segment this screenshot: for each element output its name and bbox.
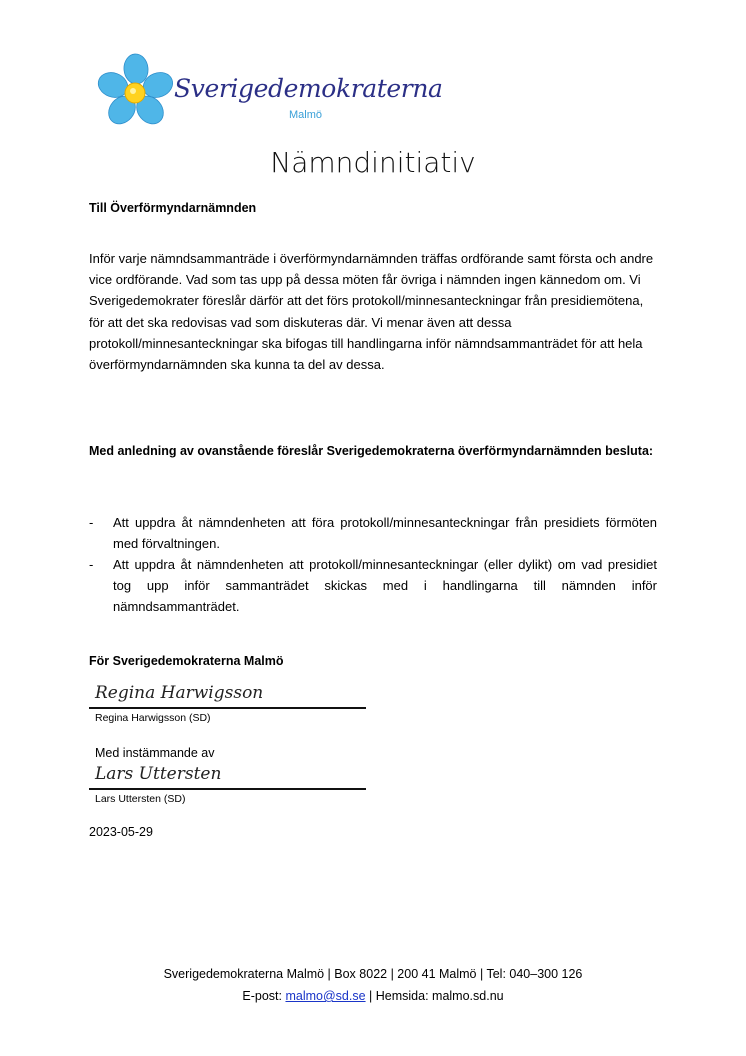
party-logo [96, 52, 443, 128]
page-title: Nämndinitiativ [270, 146, 476, 179]
footer-address: Sverigedemokraterna Malmö | Box 8022 | 200 41 Malmö | Tel: 040–300 126 [163, 967, 583, 981]
proposal-text: Att uppdra åt nämndenheten att protokoll/minnesanteckningar (eller dylikt) om vad presidiet tog upp inför sammanträdet skickas med i handlingarna till nämnden inför nämndsammanträdet. [113, 557, 657, 614]
bullet-dash: - [89, 557, 94, 572]
body-paragraph: Inför varje nämndsammanträde i överförmyndarnämnden träffas ordförande samt första och andre vice ordförande. Vad som tas upp på dessa möten får övriga i nämnden ingen kännedom om. Vi Sverigedemokrater föreslår därför att det förs protokoll/minnesanteckningar från presidiemötena, för att det ska redovisas vad som diskuteras där. Vi menar även att dessa protokoll/minnesanteckningar ska bifogas till handlingarna inför nämndsammanträdet för att hela överförmyndarnämnden ska kunna ta del av dessa. [89, 251, 654, 373]
flower-icon [96, 52, 178, 128]
signature-regina: Regina Harwigsson [95, 683, 264, 703]
logo-subtext: Malmö [289, 109, 323, 121]
footer-website: | Hemsida: malmo.sd.nu [369, 989, 504, 1003]
signature-line [89, 788, 366, 790]
footer-contact [0, 989, 746, 1003]
signature-lars: Lars Uttersten [95, 764, 222, 784]
concur-label: Med instämmande av [95, 746, 215, 760]
signature-label: För Sverigedemokraterna Malmö [89, 654, 284, 668]
proposal-item [89, 554, 657, 617]
proposal-list [89, 512, 657, 617]
bullet-dash: - [89, 515, 94, 530]
email-link[interactable]: malmo@sd.se [285, 989, 366, 1003]
signer-name-secondary: Lars Uttersten (SD) [95, 793, 186, 805]
proposal-heading: Med anledning av ovanstående föreslår Sverigedemokraterna överförmyndarnämnden besluta: [89, 444, 654, 458]
proposal-item [89, 512, 657, 554]
signature-line [89, 707, 366, 709]
footer-email-label: E-post: [242, 989, 282, 1003]
proposal-text: Att uppdra åt nämndenheten att föra protokoll/minnesanteckningar från presidiets förmöten med förvaltningen. [113, 515, 657, 551]
document-date: 2023-05-29 [89, 825, 153, 839]
logo-wordmark: Sverigedemokraterna [174, 74, 443, 103]
recipient-heading: Till Överförmyndarnämnden [89, 201, 257, 215]
signer-name-primary: Regina Harwigsson (SD) [95, 712, 211, 724]
